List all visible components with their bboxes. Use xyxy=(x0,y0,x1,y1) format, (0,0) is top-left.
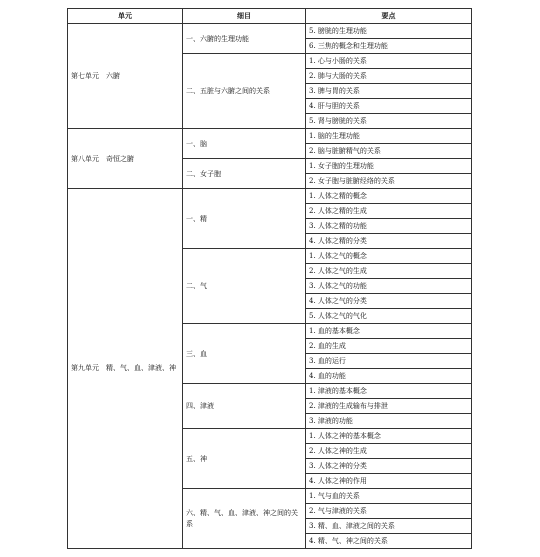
unit-cell: 第八单元 奇恒之腑 xyxy=(68,129,183,189)
subitem-cell: 二、女子胞 xyxy=(183,159,306,189)
point-cell: 2. 女子胞与脏腑经络的关系 xyxy=(306,174,472,189)
subitem-cell: 一、精 xyxy=(183,189,306,249)
point-cell: 3. 人体之神的分类 xyxy=(306,459,472,474)
point-cell: 5. 人体之气的气化 xyxy=(306,309,472,324)
point-cell: 3. 脾与胃的关系 xyxy=(306,84,472,99)
point-cell: 1. 脑的生理功能 xyxy=(306,129,472,144)
point-cell: 3. 精、血、津液之间的关系 xyxy=(306,519,472,534)
point-cell: 1. 人体之精的概念 xyxy=(306,189,472,204)
point-cell: 3. 人体之精的功能 xyxy=(306,219,472,234)
point-cell: 1. 心与小肠的关系 xyxy=(306,54,472,69)
point-cell: 3. 津液的功能 xyxy=(306,414,472,429)
point-cell: 2. 脑与脏腑精气的关系 xyxy=(306,144,472,159)
point-cell: 2. 气与津液的关系 xyxy=(306,504,472,519)
table-row xyxy=(68,189,472,204)
header-row xyxy=(68,9,472,24)
point-cell: 2. 血的生成 xyxy=(306,339,472,354)
header-subitem: 细目 xyxy=(183,9,306,24)
point-cell: 3. 血的运行 xyxy=(306,354,472,369)
point-cell: 2. 肺与大肠的关系 xyxy=(306,69,472,84)
point-cell: 1. 血的基本概念 xyxy=(306,324,472,339)
subitem-cell: 六、精、气、血、津液、神之间的关系 xyxy=(183,489,306,549)
point-cell: 1. 气与血的关系 xyxy=(306,489,472,504)
point-cell: 6. 三焦的概念和生理功能 xyxy=(306,39,472,54)
point-cell: 4. 血的功能 xyxy=(306,369,472,384)
point-cell: 1. 津液的基本概念 xyxy=(306,384,472,399)
point-cell: 1. 人体之神的基本概念 xyxy=(306,429,472,444)
unit-cell: 第九单元 精、气、血、津液、神 xyxy=(68,189,183,549)
header-points: 要点 xyxy=(306,9,472,24)
subitem-cell: 二、气 xyxy=(183,249,306,324)
point-cell: 2. 津液的生成输布与排泄 xyxy=(306,399,472,414)
subitem-cell: 三、血 xyxy=(183,324,306,384)
point-cell: 4. 人体之神的作用 xyxy=(306,474,472,489)
subitem-cell: 一、六腑的生理功能 xyxy=(183,24,306,54)
point-cell: 1. 人体之气的概念 xyxy=(306,249,472,264)
subitem-cell: 四、津液 xyxy=(183,384,306,429)
syllabus-table xyxy=(67,8,472,549)
unit-cell: 第七单元 六腑 xyxy=(68,24,183,129)
point-cell: 4. 肝与胆的关系 xyxy=(306,99,472,114)
table-row xyxy=(68,129,472,144)
point-cell: 4. 精、气、神之间的关系 xyxy=(306,534,472,549)
point-cell: 4. 人体之气的分类 xyxy=(306,294,472,309)
table-row xyxy=(68,24,472,39)
point-cell: 1. 女子胞的生理功能 xyxy=(306,159,472,174)
point-cell: 3. 人体之气的功能 xyxy=(306,279,472,294)
point-cell: 5. 膀胱的生理功能 xyxy=(306,24,472,39)
subitem-cell: 一、脑 xyxy=(183,129,306,159)
point-cell: 5. 肾与膀胱的关系 xyxy=(306,114,472,129)
subitem-cell: 二、五脏与六腑之间的关系 xyxy=(183,54,306,129)
header-unit: 单元 xyxy=(68,9,183,24)
subitem-cell: 五、神 xyxy=(183,429,306,489)
point-cell: 2. 人体之精的生成 xyxy=(306,204,472,219)
point-cell: 2. 人体之气的生成 xyxy=(306,264,472,279)
point-cell: 4. 人体之精的分类 xyxy=(306,234,472,249)
point-cell: 2. 人体之神的生成 xyxy=(306,444,472,459)
